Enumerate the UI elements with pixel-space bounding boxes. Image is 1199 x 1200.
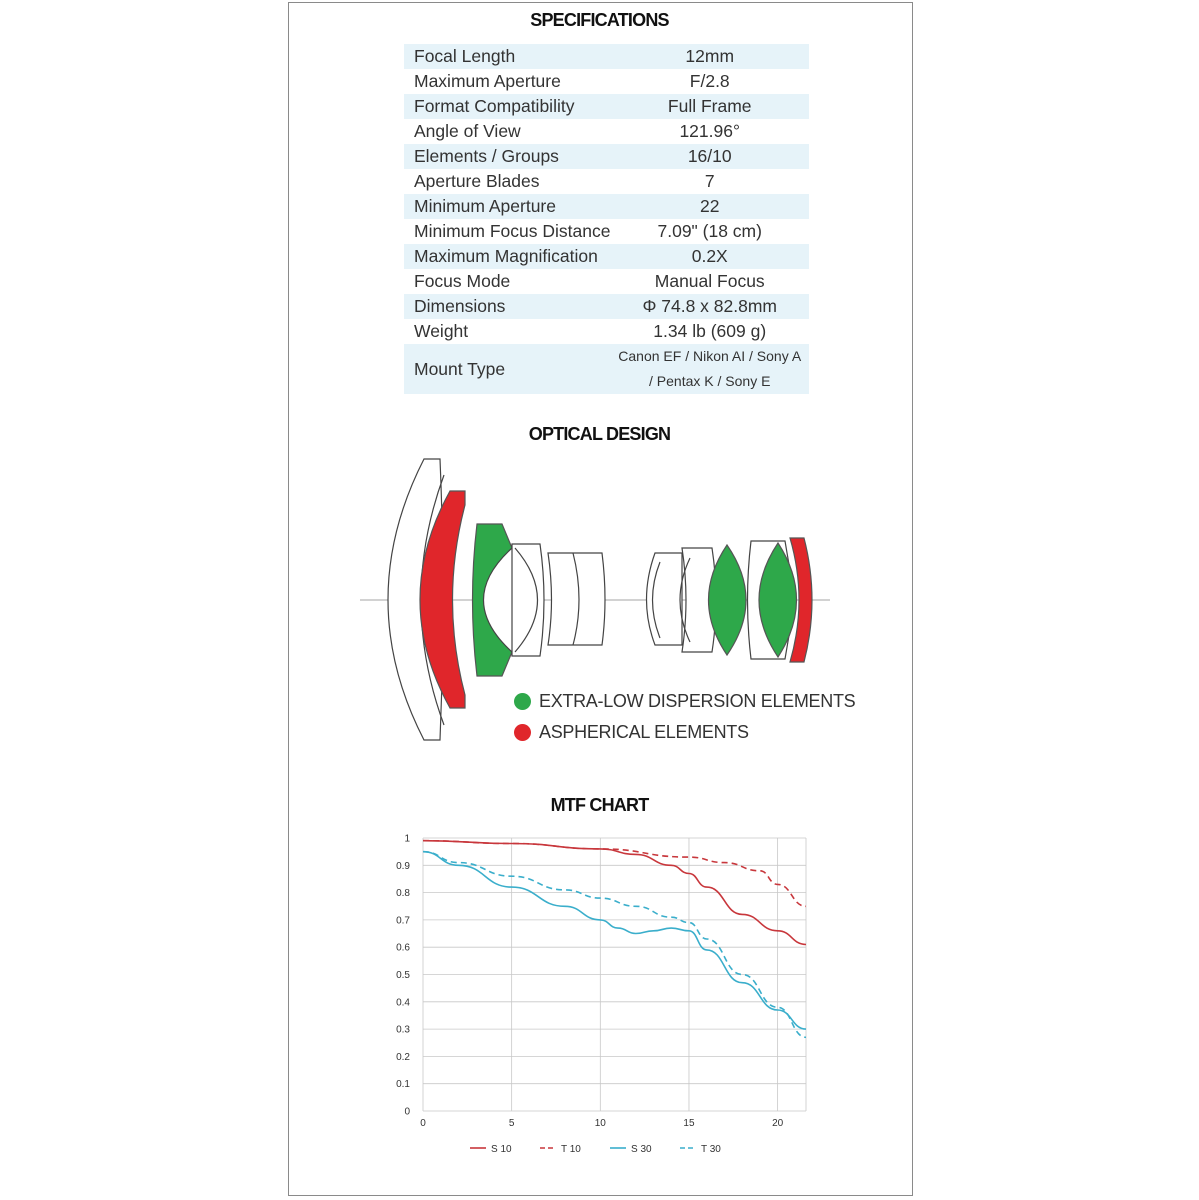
lens-element-3 xyxy=(512,544,544,656)
spec-label: Maximum Aperture xyxy=(414,71,561,91)
legend-aspherical-label: ASPHERICAL ELEMENTS xyxy=(539,722,749,742)
legend-ed-elements xyxy=(514,691,855,712)
mount-line-1: Canon EF / Nikon AI / Sony A xyxy=(618,348,802,364)
mtf-grid xyxy=(423,838,806,1111)
mtf-legend-label: S 30 xyxy=(631,1144,652,1155)
mtf-tick-labels xyxy=(396,834,784,1130)
mtf-legend-label: T 30 xyxy=(701,1144,721,1155)
y-tick-label: 0 xyxy=(404,1106,410,1118)
y-tick-label: 0.9 xyxy=(396,860,410,872)
spec-label: Angle of View xyxy=(414,121,521,141)
spec-value: Φ 74.8 x 82.8mm xyxy=(610,294,809,319)
spec-value: 7.09" (18 cm) xyxy=(657,221,762,241)
x-tick-label: 10 xyxy=(594,1118,606,1129)
legend-aspherical-elements xyxy=(514,722,749,743)
x-tick-label: 15 xyxy=(683,1118,695,1129)
y-tick-label: 0.5 xyxy=(396,970,410,981)
x-tick-label: 0 xyxy=(420,1118,426,1129)
specifications-title: SPECIFICATIONS xyxy=(530,10,669,30)
mount-line-2: / Pentax K / Sony E xyxy=(649,373,771,389)
y-tick-label: 0.2 xyxy=(396,1051,410,1063)
y-tick-label: 0.3 xyxy=(396,1024,410,1036)
spec-label: Focal Length xyxy=(404,44,610,69)
spec-label: Weight xyxy=(414,321,469,341)
spec-value: 1.34 lb (609 g) xyxy=(653,321,767,341)
spec-value: 22 xyxy=(610,194,809,219)
spec-label: Focus Mode xyxy=(414,271,511,291)
spec-value: 16/10 xyxy=(610,144,809,169)
spec-value: Full Frame xyxy=(610,94,809,119)
spec-value: 121.96° xyxy=(679,121,740,141)
spec-value: 0.2X xyxy=(610,244,809,269)
optical-design-title: OPTICAL DESIGN xyxy=(528,424,671,444)
y-tick-label: 0.8 xyxy=(396,888,410,900)
spec-value: F/2.8 xyxy=(689,71,730,91)
spec-label: Format Compatibility xyxy=(404,94,610,119)
spec-label: Dimensions xyxy=(404,294,610,319)
x-tick-label: 5 xyxy=(508,1118,515,1129)
mtf-chart-title: MTF CHART xyxy=(550,795,649,815)
y-tick-label: 0.6 xyxy=(396,942,410,954)
y-tick-label: 0.7 xyxy=(396,915,410,927)
x-tick-label: 20 xyxy=(772,1118,784,1129)
spec-label: Maximum Magnification xyxy=(404,244,610,269)
spec-label: Elements / Groups xyxy=(404,144,610,169)
spec-value: 7 xyxy=(704,171,715,191)
spec-label: Minimum Focus Distance xyxy=(414,221,611,241)
spec-label: Minimum Aperture xyxy=(404,194,610,219)
mtf-line-s30 xyxy=(423,852,806,1029)
mtf-series-lines xyxy=(423,841,806,1038)
spec-label: Mount Type xyxy=(404,344,610,394)
red-dot-icon xyxy=(514,724,531,741)
y-tick-label: 0.1 xyxy=(396,1079,410,1091)
legend-ed-label: EXTRA-LOW DISPERSION ELEMENTS xyxy=(539,691,856,711)
spec-value: Manual Focus xyxy=(654,271,765,291)
mtf-line-t30 xyxy=(423,852,806,1038)
mtf-legend-label: T 10 xyxy=(561,1144,581,1155)
y-tick-label: 1 xyxy=(404,833,410,845)
spec-value: 12mm xyxy=(610,44,809,69)
lens-element-7 xyxy=(647,553,683,645)
y-tick-label: 0.4 xyxy=(396,997,410,1009)
mtf-legend-label: S 10 xyxy=(491,1144,512,1155)
spec-label: Aperture Blades xyxy=(414,171,540,191)
green-dot-icon xyxy=(514,693,531,710)
mtf-legend xyxy=(470,1144,721,1155)
